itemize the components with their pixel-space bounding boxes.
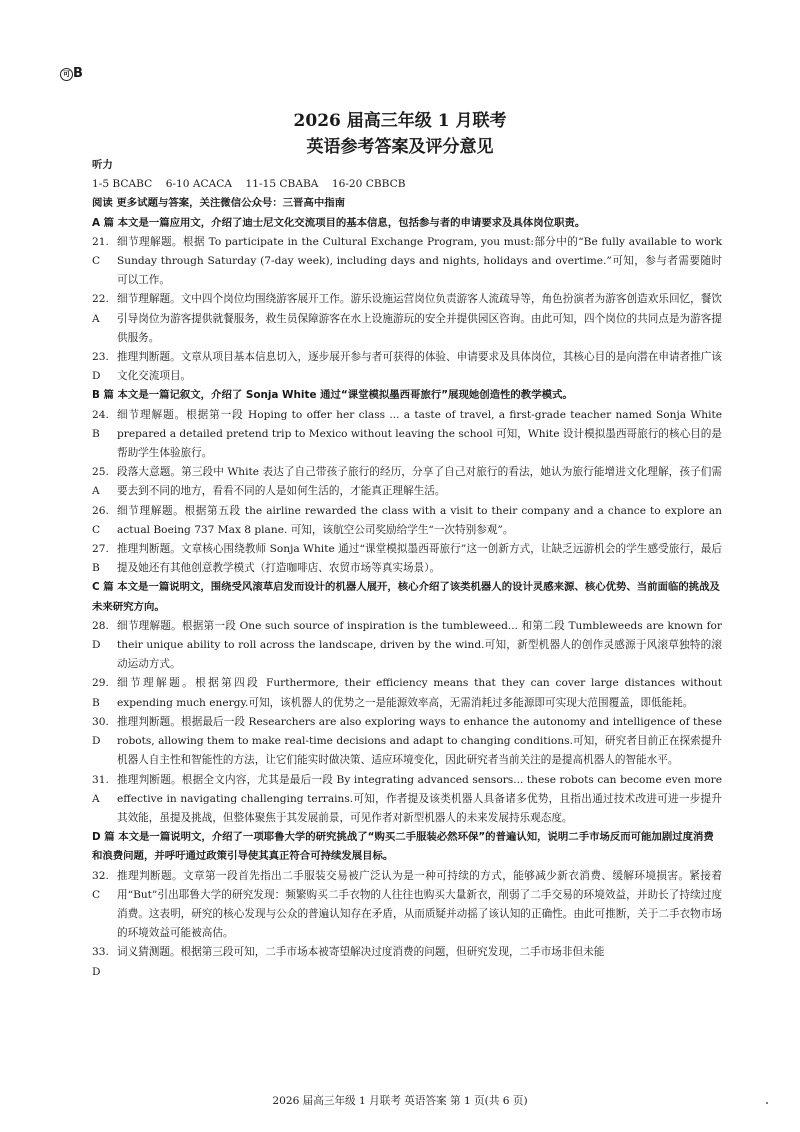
answer-explanation: 推理判断题。根据全文内容，尤其是最后一段 By integrating advanced sensors... these robots can become even more effective in navigating challenging terrains.可知，作者提及该类机器人具备诸多优势，且指出通过技术改进可进一步提升其效能，虽提及挑战，但整体聚焦于其发展前景，可见作者对新型机器人的未来发展持乐观态度。 — [117, 773, 722, 824]
badge-letter: B — [73, 66, 83, 81]
answer-item — [92, 502, 722, 540]
answer-explanation: 推理判断题。文章第一段首先指出二手服装交易被广泛认为是一种可持续的方式，能够减少新衣消费、缓解环境损害。紧接着用“But”引出耶鲁大学的研究发现：频繁购买二手衣物的人往往也购买大量新衣，削弱了二手交易的环境效益，并助长了持续过度消费。这表明，研究的核心发现与公众的普遍认知存在矛盾，从而质疑并动摇了该认知的正确性。由此可推断，关于二手衣物市场的环境效益可能被高估。 — [117, 869, 722, 940]
answer-number: 27. B — [92, 543, 109, 575]
answer-explanation: 推理判断题。根据最后一段 Researchers are also exploring ways to enhance the autonomy and intelligence of these robots, allowing them to make real-time decisions and adapt to changing conditions.可知，研究者目前正在探索提升机器人自主性和智能性的方法，让它们能实时做决策、适应环境变化，因此研究者当前关注的是提高机器人的智能水平。 — [117, 715, 722, 767]
answer-explanation: 细节理解题。根据第四段 Furthermore, their efficiency means that they can cover large distances without expending much energy.可知，该机器人的优势之一是能源效率高，无需消耗过多能源即可实现大范围覆盖，即低能耗。 — [117, 677, 722, 709]
section-a-label: A 篇 本文是一篇应用文，介绍了迪士尼文化交流项目的基本信息，包括参与者的申请要求及具体岗位职责。 — [92, 216, 586, 229]
answer-item — [92, 406, 722, 464]
answer-number: 31. A — [92, 773, 109, 805]
answer-item — [92, 290, 722, 348]
section-b-label: B 篇 本文是一篇记叙文，介绍了 Sonja White 通过“课堂模拟墨西哥旅行”展现她创造性的教学模式。 — [92, 389, 573, 402]
answer-number: 24. B — [92, 408, 109, 440]
answer-number: 22. A — [92, 293, 109, 325]
answer-number: 32. C — [92, 869, 109, 901]
badge-circle: 可 — [60, 68, 73, 81]
answer-number: 26. C — [92, 504, 109, 536]
answer-explanation: 推理判断题。文章从项目基本信息切入，逐步展开参与者可获得的体验、申请要求及具体岗位，其核心目的是向潜在申请者推广该文化交流项目。 — [117, 351, 722, 383]
answer-explanation: 推理判断题。文章核心围绕教师 Sonja White 通过“课堂模拟墨西哥旅行”这一创新方式，让缺乏远游机会的学生感受旅行，最后提及她还有其他创意教学模式（打造咖啡店、农贸市场等真实场景）。 — [117, 543, 722, 575]
answer-explanation: 段落大意题。第三段中 White 表达了自己带孩子旅行的经历，分享了自己对旅行的看法，她认为旅行能增进文化理解，孩子们需要去到不同的地方，看看不同的人是如何生活的，才能真正理解生活。 — [117, 466, 722, 498]
answer-number: 33. D — [92, 946, 109, 978]
answer-item — [92, 867, 722, 944]
answer-item — [92, 771, 722, 829]
answer-number: 25. A — [92, 466, 109, 498]
answer-explanation: 词义猜测题。根据第三段可知，二手市场本被寄望解决过度消费的问题，但研究发现，二手市场非但未能 — [117, 946, 605, 959]
section-d-label: D 篇 本文是一篇说明文，介绍了一项耶鲁大学的研究挑战了“购买二手服装必然环保”的普遍认知，说明二手市场反而可能加剧过度消费和浪费问题，并呼吁通过政策引导使其真正符合可持续发展目标。 — [92, 831, 714, 863]
page-subtitle: 英语参考答案及评分意见 — [306, 137, 494, 157]
page-footer: 2026 届高三年级 1 月联考 英语答案 第 1 页(共 6 页) — [272, 1095, 528, 1107]
listening-heading: 听力 — [92, 159, 113, 171]
answer-number: 21. C — [92, 235, 109, 268]
answer-explanation: 细节理解题。根据第五段 the airline rewarded the class with a visit to their company and a chance to explore an actual Boeing 737 Max 8 plane. 可知，该航空公司奖励给学生“一次特别参观”。 — [117, 504, 722, 536]
exam-version-badge — [60, 66, 83, 81]
answer-item — [92, 943, 722, 981]
answer-explanation: 细节理解题。根据 To participate in the Cultural Exchange Program, you must:部分中的“Be fully available to work Sunday through Saturday (7-day week), including days and nights, holidays and overtime.”可知，参与者需要随时可以工作。 — [117, 235, 722, 287]
answer-item — [92, 348, 722, 386]
answer-item — [92, 674, 722, 712]
listening-answers: 1-5 BCABC 6-10 ACACA 11-15 CBABA 16-20 CBBCB — [92, 178, 406, 191]
answer-number: 23. D — [92, 351, 109, 383]
answer-explanation: 细节理解题。文中四个岗位均围绕游客展开工作。游乐设施运营岗位负责游客人流疏导等，角色扮演者为游客创造欢乐回忆，餐饮引导岗位为游客提供就餐服务，救生员保障游客在水上设施游玩的安全并提供园区咨询。由此可知，四个岗位的共同点是为游客提供服务。 — [117, 293, 722, 344]
scan-speck — [766, 1102, 768, 1104]
answer-item — [92, 463, 722, 501]
section-c-label: C 篇 本文是一篇说明文，围绕受风滚草启发而设计的机器人展开，核心介绍了该类机器人的设计灵感来源、核心优势、当前面临的挑战及未来研究方向。 — [92, 581, 720, 613]
answer-item — [92, 233, 722, 291]
reading-heading: 阅读 更多试题与答案，关注微信公众号：三晋高中指南 — [92, 197, 345, 210]
answer-explanation: 细节理解题。根据第一段 Hoping to offer her class ... a taste of travel, a first-grade teacher named Sonja White prepared a detailed pretend trip to Mexico without leaving the school 可知，White 设计模拟墨西哥旅行的核心目的是帮助学生体验旅行。 — [117, 408, 722, 460]
answer-content — [92, 156, 722, 982]
answer-number: 30. D — [92, 715, 109, 748]
page-title: 2026 届高三年级 1 月联考 — [293, 111, 507, 131]
answer-item — [92, 617, 722, 675]
answer-explanation: 细节理解题。根据第一段 One such source of inspiration is the tumbleweed... 和第二段 Tumbleweeds are known for their unique ability to roll across the landscape, driven by the wind.可知，新型机器人的创作灵感源于风滚草独特的滚动运动方式。 — [117, 619, 722, 671]
answer-item — [92, 713, 722, 771]
answer-item — [92, 540, 722, 578]
answer-number: 29. B — [92, 677, 109, 709]
answer-number: 28. D — [92, 619, 109, 652]
